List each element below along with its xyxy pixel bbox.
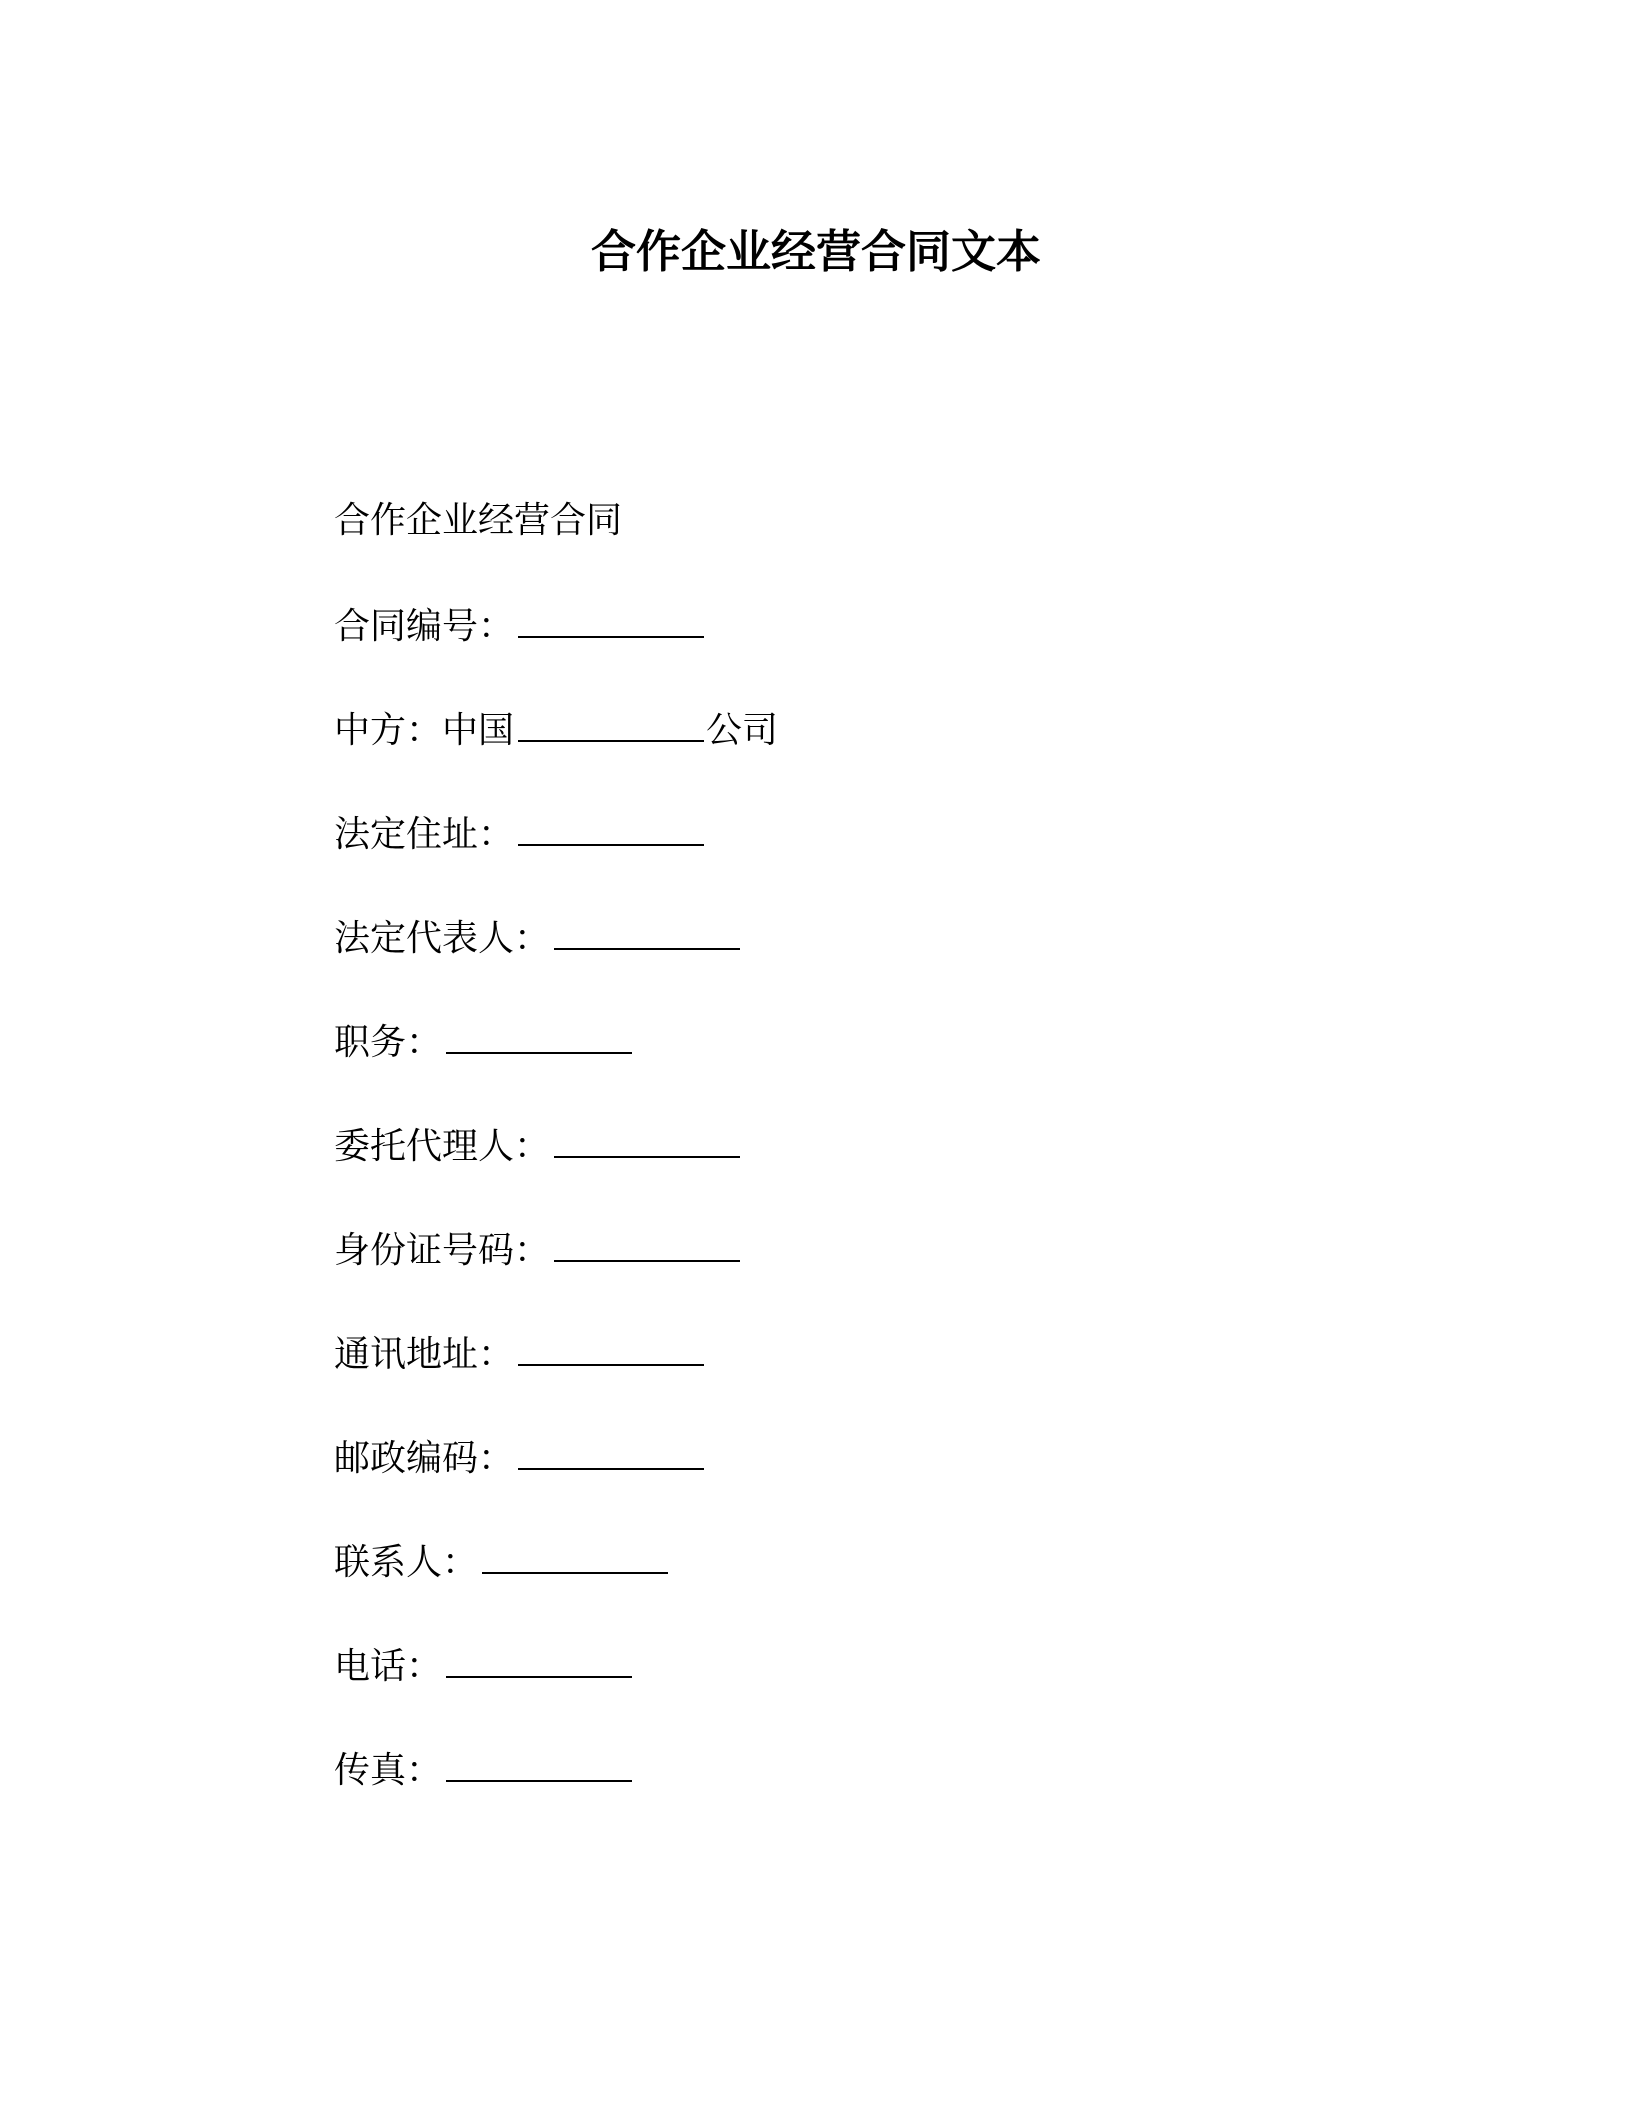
- field-postal-code: [334, 1428, 1434, 1532]
- field-label: 职务：: [334, 1022, 443, 1063]
- field-authorized-agent: [334, 1116, 1434, 1220]
- fill-in-blank[interactable]: [518, 1324, 704, 1366]
- field-label: 法定代表人：: [334, 918, 551, 959]
- fill-in-blank[interactable]: [554, 1116, 740, 1158]
- contract-header-fields: [334, 492, 1434, 1844]
- field-label: 中方：中国: [334, 710, 515, 751]
- field-legal-address: [334, 804, 1434, 908]
- field-label: 身份证号码：: [334, 1230, 551, 1271]
- field-fax: [334, 1740, 1434, 1844]
- field-chinese-party: [334, 700, 1434, 804]
- field-phone: [334, 1636, 1434, 1740]
- field-contract-number: [334, 596, 1434, 700]
- field-legal-representative: [334, 908, 1434, 1012]
- field-label: 邮政编码：: [334, 1438, 515, 1479]
- field-suffix: 公司: [706, 710, 779, 751]
- field-position: [334, 1012, 1434, 1116]
- field-label: 合同编号：: [334, 606, 515, 647]
- field-label: 通讯地址：: [334, 1334, 515, 1375]
- fill-in-blank[interactable]: [482, 1532, 668, 1574]
- field-id-number: [334, 1220, 1434, 1324]
- fill-in-blank[interactable]: [446, 1012, 632, 1054]
- contract-subtitle: [334, 492, 1434, 596]
- fill-in-blank[interactable]: [554, 908, 740, 950]
- fill-in-blank[interactable]: [518, 1428, 704, 1470]
- field-mailing-address: [334, 1324, 1434, 1428]
- fill-in-blank[interactable]: [446, 1740, 632, 1782]
- fill-in-blank[interactable]: [518, 596, 704, 638]
- field-label: 委托代理人：: [334, 1126, 551, 1167]
- field-label: 联系人：: [334, 1542, 479, 1583]
- fill-in-blank[interactable]: [518, 804, 704, 846]
- fill-in-blank[interactable]: [554, 1220, 740, 1262]
- fill-in-blank[interactable]: [518, 700, 704, 742]
- fill-in-blank[interactable]: [446, 1636, 632, 1678]
- field-label: 法定住址：: [334, 814, 515, 855]
- field-contact-person: [334, 1532, 1434, 1636]
- document-title: 合作企业经营合同文本: [590, 225, 1041, 278]
- field-label: 电话：: [334, 1646, 443, 1687]
- field-label: 传真：: [334, 1750, 443, 1791]
- field-label: 合作企业经营合同: [334, 500, 623, 541]
